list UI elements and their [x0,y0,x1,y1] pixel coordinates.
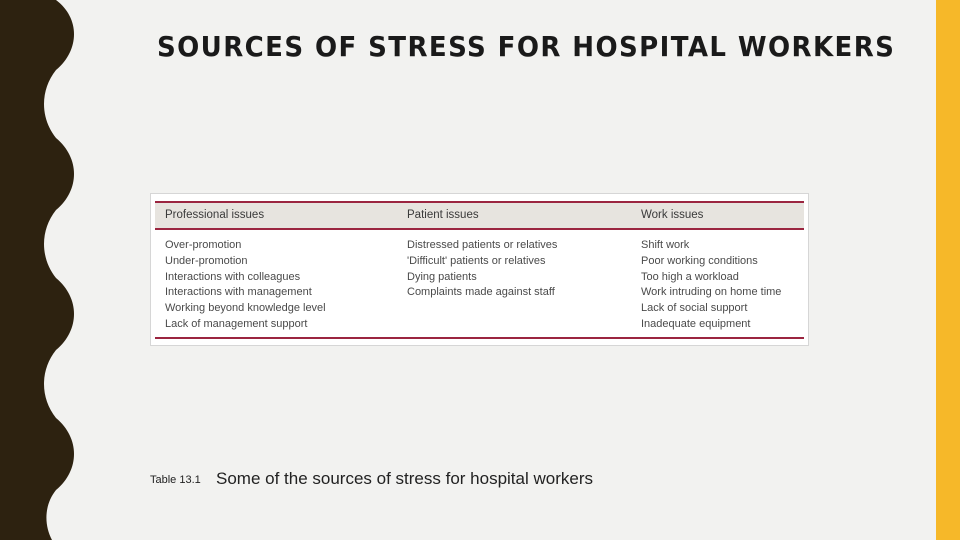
column-items [641,238,781,333]
accent-bar [936,0,960,540]
column-header: Patient issues [407,209,479,221]
list-item: Distressed patients or relatives [407,239,558,251]
list-item: Complaints made against staff [407,286,555,299]
column-items [407,238,557,301]
list-item: Shift work [641,239,690,251]
list-item: Over-promotion [165,239,242,251]
column-items [165,238,326,333]
caption-text: Some of the sources of stress for hospital workers [216,469,593,488]
column-header: Professional issues [165,209,265,221]
list-item: Poor working conditions [641,254,758,267]
table-bottom-rule [155,337,804,339]
list-item: Interactions with management [165,286,312,299]
list-item: Lack of social support [641,302,748,315]
column-header: Work issues [641,209,704,221]
list-item: 'Difficult' patients or relatives [407,254,546,267]
list-item: Inadequate equipment [641,317,751,330]
caption-label: Table 13.1 [150,474,201,486]
list-item: Under-promotion [165,254,248,267]
list-item: Interactions with colleagues [165,270,301,283]
list-item: Dying patients [407,270,477,283]
list-item: Work intruding on home time [641,286,782,299]
list-item: Lack of management support [165,317,308,330]
wavy-left-border [0,0,80,540]
list-item: Working beyond knowledge level [165,302,326,315]
table-header-rule [155,228,804,230]
slide-title: SOURCES OF STRESS FOR HOSPITAL WORKERS [157,30,896,63]
stress-sources-table [150,193,809,346]
list-item: Too high a workload [641,270,739,283]
